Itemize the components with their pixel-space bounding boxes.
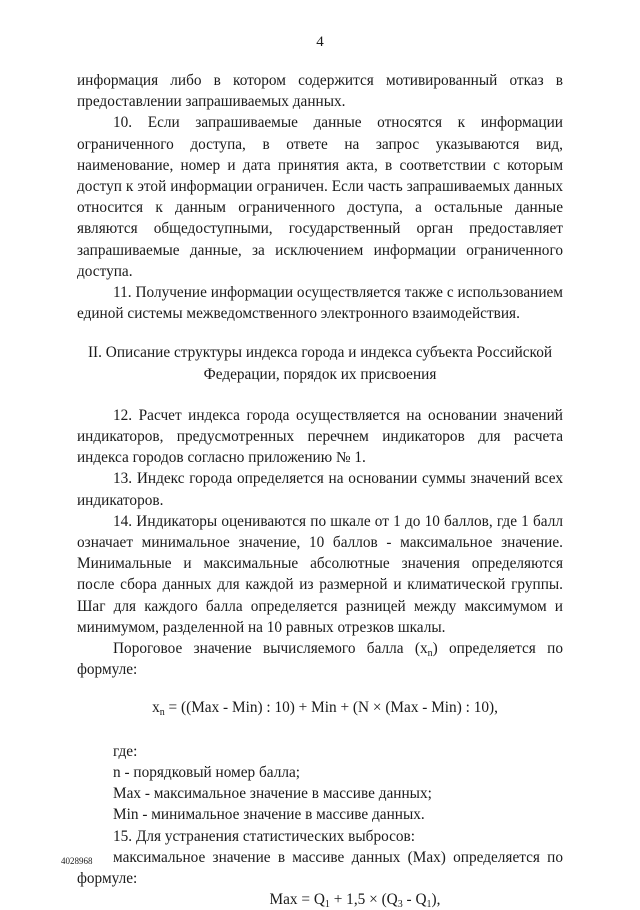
definition-n: n - порядковый номер балла; — [113, 763, 301, 781]
paragraph-continuation: информация либо в котором содержится мотивированный отказ в предоставлении запрашиваемых данных. — [77, 72, 563, 111]
paragraph-11: 11. Получение информации осуществляется также с использованием единой системы межведомственного электронного взаимодействия. — [77, 284, 563, 323]
paragraph-13: 13. Индекс города определяется на основании суммы значений всех индикаторов. — [77, 470, 563, 509]
definition-max: Max - максимальное значение в массиве данных; — [113, 785, 432, 803]
paragraph-max-formula-intro: максимальное значение в массиве данных (Max) определяется по формуле: — [77, 848, 563, 887]
paragraph-threshold: Пороговое значение вычисляемого балла $(x_n)$ определяется по формуле: — [77, 640, 563, 679]
paragraph-12: 12. Расчет индекса города осуществляется на основании значений индикаторов, предусмотренных перечнем индикаторов для расчета индекса городов согласно приложению № 1. — [77, 406, 563, 467]
formula-threshold: $x_n = ((Max - Min)$ : 10) + Min + (N × (Max - Min) : 10), — [152, 699, 498, 719]
paragraph-14: 14. Индикаторы оцениваются по шкале от 1 до 10 баллов, где 1 балл означает минимальное значение, 10 баллов - максимальное значение. Минимальные и максимальные абсолютные значения определяются после сбора данных для каждой из размерной и климатической группы. Шаг для каждого балла определяется разницей между максимумом и минимумом, разделенной на 10 равных отрезков шкалы. — [77, 512, 563, 636]
formula-max: Max = $Q_1 + 1,5 \times (Q_3 - Q_1)$, — [269, 891, 441, 910]
section-heading — [77, 342, 563, 384]
section-heading-line-2: Федерации, порядок их присвоения — [203, 365, 437, 383]
paragraph-15: 15. Для устранения статистических выбросов: — [113, 827, 416, 845]
document-body — [77, 70, 563, 910]
where-label: где: — [113, 742, 138, 760]
page-number: 4 — [316, 34, 324, 50]
paragraph-10: 10. Если запрашиваемые данные относятся к информации ограниченного доступа, в ответе на запрос указываются вид, наименование, номер и дата принятия акта, в соответствии с которым доступ к этой информации ограничен. Если часть запрашиваемых данных относится к данным ограниченного доступа, а остальные данные являются общедоступными, государственный орган предоставляет запрашиваемые данные, за исключением информации ограниченного доступа. — [77, 114, 563, 280]
definition-min: Min - минимальное значение в массиве данных. — [113, 806, 425, 824]
document-id: 4028968 — [61, 856, 93, 866]
section-heading-line-1: II. Описание структуры индекса города и индекса субъекта Российской — [87, 344, 553, 362]
